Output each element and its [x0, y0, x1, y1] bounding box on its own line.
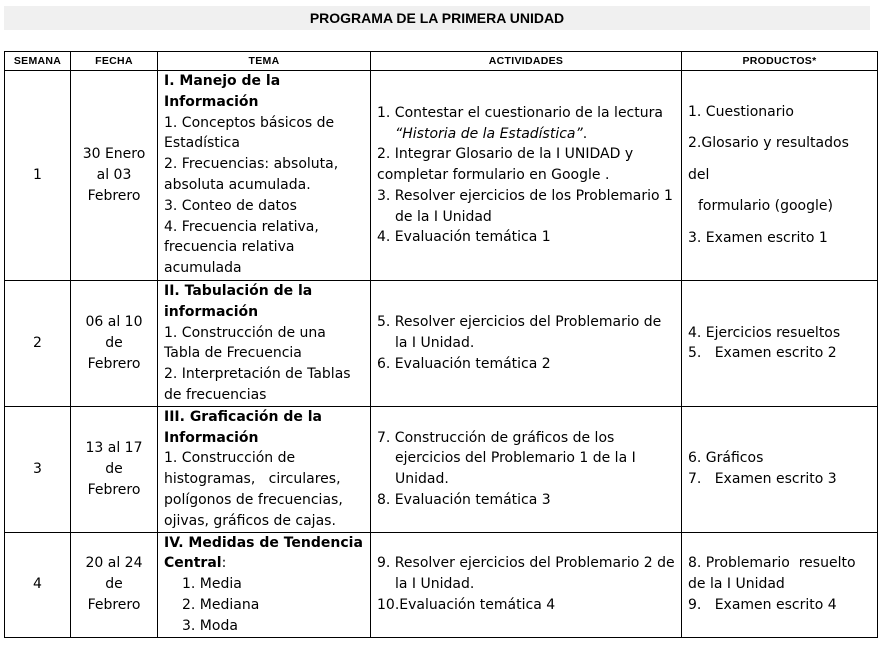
- activity-item: 10.Evaluación temática 4: [377, 596, 556, 613]
- topic-title: IV. Medidas de Tendencia: [164, 534, 363, 551]
- date-line: Febrero: [87, 355, 141, 372]
- topic-title: información: [164, 303, 259, 320]
- topic-line: 3. Conteo de datos: [164, 197, 297, 214]
- topic-line: Tabla de Frecuencia: [164, 345, 302, 362]
- topic-line: 1. Construcción de una: [164, 324, 326, 341]
- topic-line: 1. Construcción de: [164, 450, 296, 467]
- activity-item: 9. Resolver ejercicios del Problemario 2 de la I Unidad.: [377, 555, 675, 593]
- products-cell: [682, 406, 878, 532]
- date-line: Febrero: [87, 481, 141, 498]
- date-cell: [71, 71, 158, 281]
- product-item: formulario (google): [698, 198, 833, 215]
- product-item: 6. Gráficos: [688, 450, 764, 467]
- activity-item: 3. Resolver ejercicios de los Problemario 1 de la I Unidad: [377, 187, 673, 225]
- header-date: FECHA: [71, 52, 158, 71]
- topic-line: 2. Interpretación de Tablas: [164, 366, 351, 383]
- topic-cell: [158, 71, 371, 281]
- product-item: 5. Examen escrito 2: [688, 345, 837, 362]
- activity-text: .: [582, 125, 588, 142]
- reading-title: “Historia de la Estadística”: [395, 125, 583, 142]
- topic-title: III. Graficación de la: [164, 408, 322, 425]
- date-line: de: [105, 576, 123, 593]
- topic-title-line: [164, 553, 366, 574]
- table-row: [5, 532, 878, 637]
- activity-item: [377, 103, 677, 145]
- header-week: SEMANA: [5, 52, 71, 71]
- products-cell: [682, 281, 878, 407]
- date-line: Febrero: [87, 596, 141, 613]
- topic-line: frecuencia relativa: [164, 239, 295, 256]
- table-row: [5, 281, 878, 407]
- topic-line: histogramas, circulares,: [164, 471, 341, 488]
- activities-cell: [371, 71, 682, 281]
- topic-title: II. Tabulación de la: [164, 283, 313, 299]
- activities-cell: [371, 406, 682, 532]
- activities-cell: [371, 532, 682, 637]
- topic-line: 2. Mediana: [182, 596, 260, 613]
- topic-cell: [158, 281, 371, 407]
- date-line: de: [105, 334, 123, 351]
- date-line: 06 al 10: [85, 314, 143, 331]
- topic-line: 2. Frecuencias: absoluta,: [164, 156, 339, 173]
- product-item: 7. Examen escrito 3: [688, 471, 837, 488]
- topic-cell: [158, 406, 371, 532]
- activity-item: 2. Integrar Glosario de la I UNIDAD y completar formulario en Google .: [377, 146, 634, 184]
- topic-colon: :: [221, 555, 227, 572]
- products-cell: [682, 71, 878, 281]
- header-products: PRODUCTOS*: [682, 52, 878, 71]
- week-cell: 1: [5, 71, 71, 281]
- activity-text: 1. Contestar el cuestionario de la lectura: [377, 104, 663, 121]
- topic-line: 4. Frecuencia relativa,: [164, 218, 319, 235]
- topic-line: de frecuencias: [164, 386, 267, 403]
- activity-item: 4. Evaluación temática 1: [377, 229, 551, 246]
- header-activities: ACTIVIDADES: [371, 52, 682, 71]
- product-item: 1. Cuestionario: [688, 103, 794, 120]
- topic-line: acumulada: [164, 260, 242, 277]
- header-topic: TEMA: [158, 52, 371, 71]
- activities-cell: [371, 281, 682, 407]
- date-cell: [71, 532, 158, 637]
- week-cell: 2: [5, 281, 71, 407]
- date-line: al 03: [96, 167, 132, 184]
- topic-line: polígonos de frecuencias,: [164, 491, 343, 508]
- date-line: 13 al 17: [85, 439, 143, 456]
- topic-line: absoluta acumulada.: [164, 176, 311, 193]
- product-item: 2.Glosario y resultados del: [688, 135, 849, 183]
- topic-cell: [158, 532, 371, 637]
- topic-title: I. Manejo de la: [164, 73, 281, 89]
- topic-title: Central: [164, 555, 222, 572]
- product-item: 9. Examen escrito 4: [688, 596, 837, 613]
- activity-item: 5. Resolver ejercicios del Problemario de la I Unidad.: [377, 314, 662, 351]
- table-row: [5, 71, 878, 281]
- activity-item: 8. Evaluación temática 3: [377, 491, 551, 508]
- topic-line: 1. Media: [182, 576, 242, 593]
- week-cell: 3: [5, 406, 71, 532]
- topic-title: Información: [164, 429, 259, 446]
- activity-item: 6. Evaluación temática 2: [377, 355, 551, 372]
- topic-line: 1. Conceptos básicos de: [164, 114, 335, 131]
- date-line: 30 Enero: [82, 146, 146, 163]
- activity-item: 7. Construcción de gráficos de los ejercicios del Problemario 1 de la I Unidad.: [377, 429, 636, 488]
- table-header-row: [5, 52, 878, 71]
- topic-title: Información: [164, 93, 259, 110]
- products-cell: [682, 532, 878, 637]
- topic-line: 3. Moda: [182, 617, 238, 634]
- page-title: PROGRAMA DE LA PRIMERA UNIDAD: [4, 6, 870, 30]
- topic-line: ojivas, gráficos de cajas.: [164, 512, 336, 529]
- date-line: de: [105, 460, 123, 477]
- date-cell: [71, 406, 158, 532]
- product-item: 8. Problemario resuelto: [688, 555, 856, 572]
- product-item: 4. Ejercicios resueltos: [688, 324, 841, 341]
- product-item: 3. Examen escrito 1: [688, 229, 828, 246]
- week-cell: 4: [5, 532, 71, 637]
- program-table: [4, 51, 878, 638]
- date-cell: [71, 281, 158, 407]
- product-item: de la I Unidad: [688, 576, 785, 593]
- topic-line: Estadística: [164, 135, 240, 152]
- date-line: Febrero: [87, 187, 141, 204]
- date-line: 20 al 24: [85, 555, 143, 572]
- table-row: [5, 406, 878, 532]
